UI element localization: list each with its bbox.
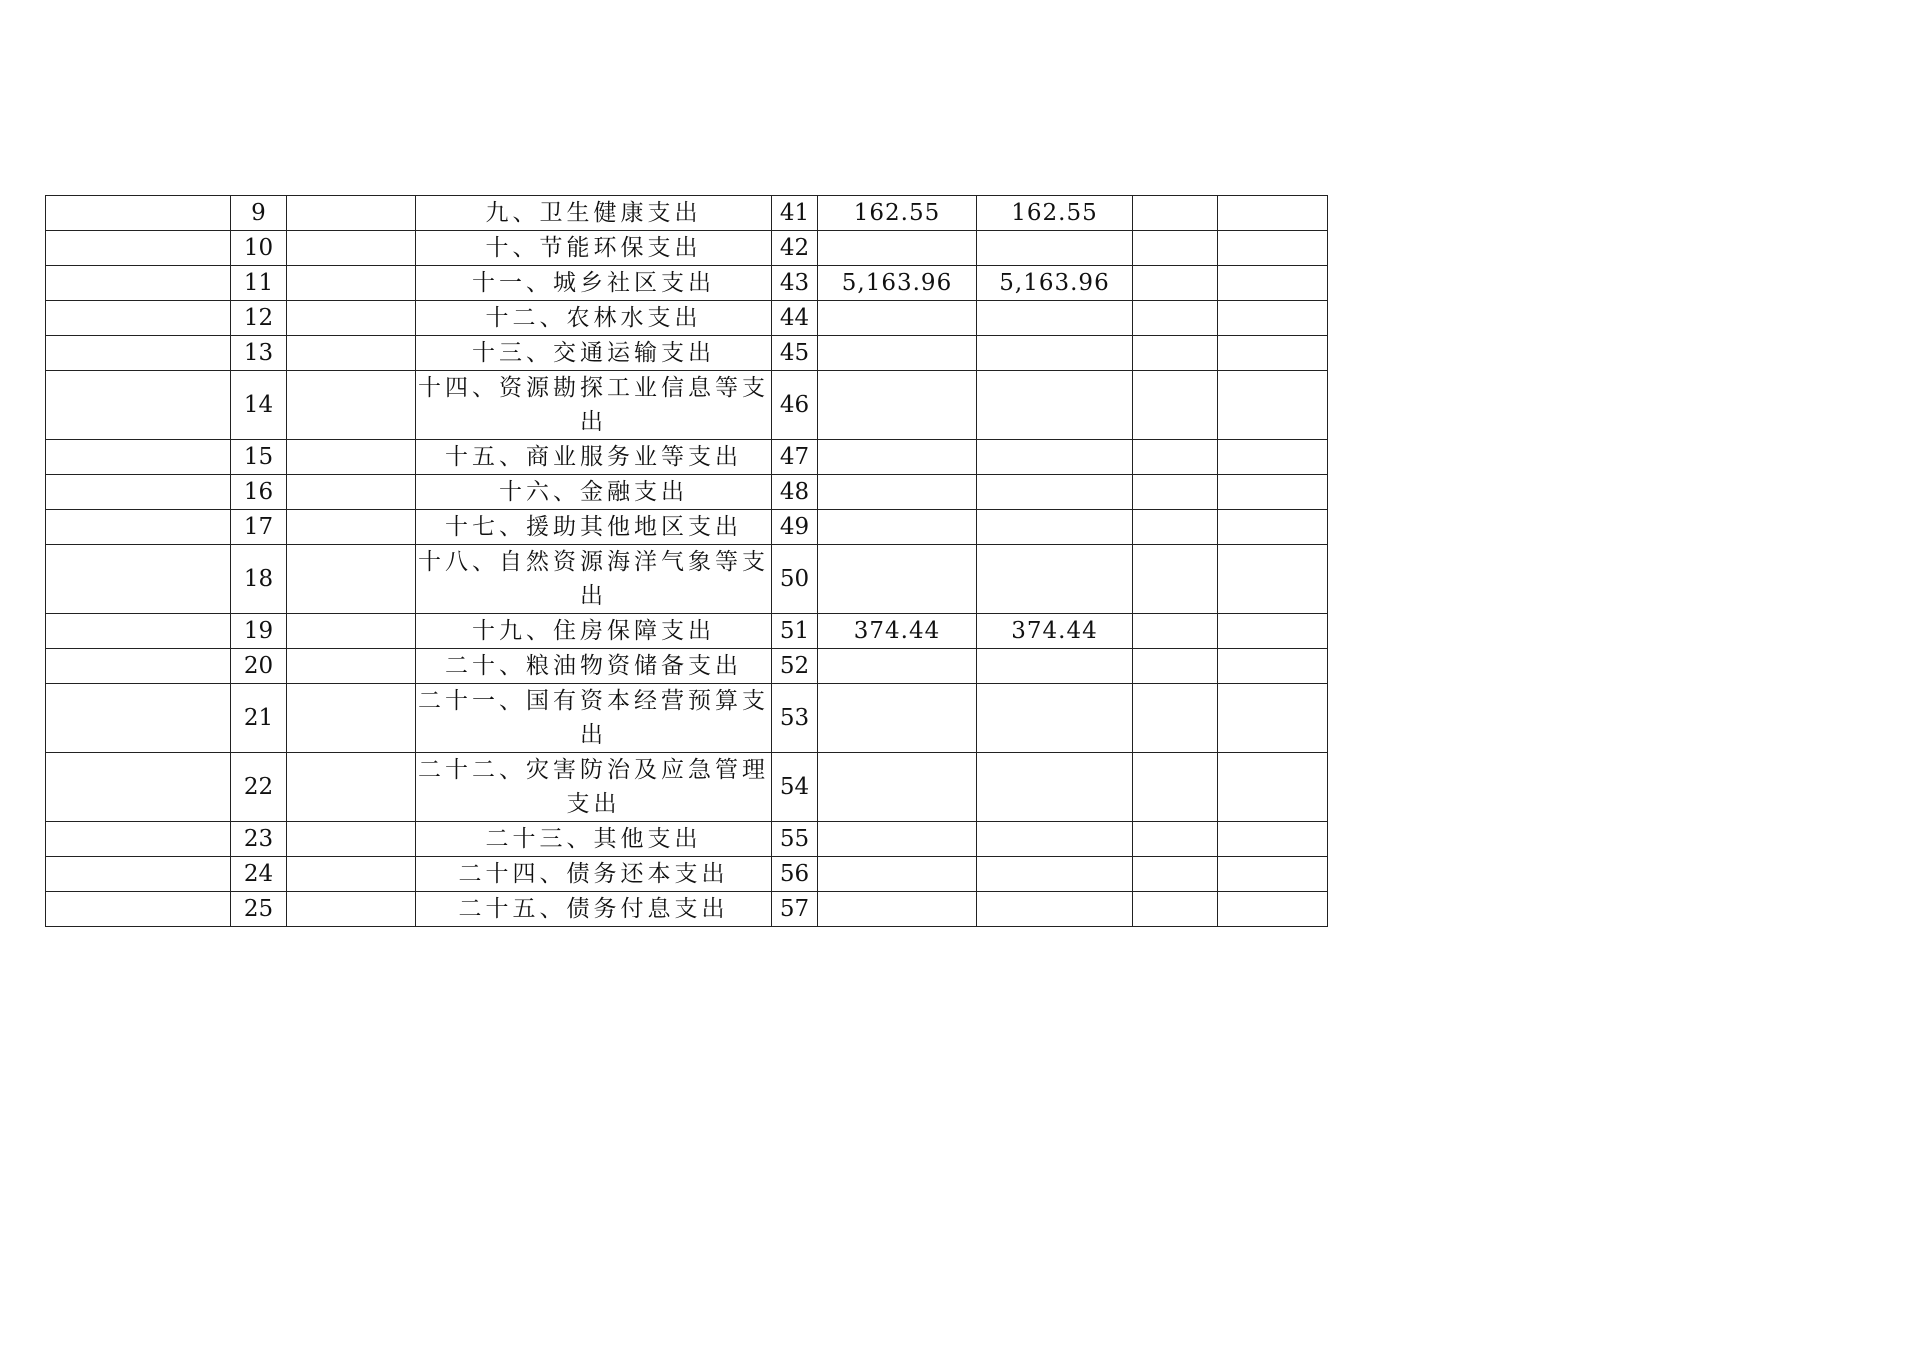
blank-cell (46, 753, 231, 822)
empty-cell (1133, 266, 1218, 301)
item-cell: 十六、金融支出 (416, 475, 772, 510)
blank-cell (46, 545, 231, 614)
line-number-cell: 45 (772, 336, 818, 371)
empty-cell (1133, 649, 1218, 684)
empty-cell (1133, 336, 1218, 371)
line-number-cell: 46 (772, 371, 818, 440)
seq-cell: 12 (231, 301, 287, 336)
seq-cell: 17 (231, 510, 287, 545)
table-row (46, 371, 1328, 440)
empty-cell (1218, 301, 1328, 336)
empty-cell (1218, 231, 1328, 266)
amount-cell (977, 510, 1133, 545)
amount-cell (977, 822, 1133, 857)
table-row (46, 336, 1328, 371)
amount-cell: 5,163.96 (818, 266, 977, 301)
blank-cell (287, 510, 416, 545)
blank-cell (287, 545, 416, 614)
blank-cell (46, 684, 231, 753)
amount-cell (818, 892, 977, 927)
seq-cell: 24 (231, 857, 287, 892)
line-number-cell: 49 (772, 510, 818, 545)
table-row (46, 440, 1328, 475)
empty-cell (1133, 892, 1218, 927)
item-cell: 十七、援助其他地区支出 (416, 510, 772, 545)
empty-cell (1218, 266, 1328, 301)
line-number-cell: 55 (772, 822, 818, 857)
empty-cell (1218, 684, 1328, 753)
empty-cell (1218, 336, 1328, 371)
seq-cell: 11 (231, 266, 287, 301)
amount-cell (977, 231, 1133, 266)
blank-cell (287, 336, 416, 371)
item-cell: 十二、农林水支出 (416, 301, 772, 336)
blank-cell (287, 231, 416, 266)
amount-cell (977, 440, 1133, 475)
line-number-cell: 44 (772, 301, 818, 336)
item-cell: 十一、城乡社区支出 (416, 266, 772, 301)
blank-cell (46, 822, 231, 857)
seq-cell: 13 (231, 336, 287, 371)
amount-cell (818, 649, 977, 684)
empty-cell (1218, 545, 1328, 614)
budget-table (45, 195, 1328, 927)
empty-cell (1218, 857, 1328, 892)
blank-cell (46, 857, 231, 892)
table-row (46, 822, 1328, 857)
amount-cell (818, 336, 977, 371)
empty-cell (1133, 753, 1218, 822)
line-number-cell: 52 (772, 649, 818, 684)
blank-cell (46, 614, 231, 649)
seq-cell: 21 (231, 684, 287, 753)
table-row (46, 614, 1328, 649)
empty-cell (1218, 440, 1328, 475)
item-cell: 二十一、国有资本经营预算支出 (416, 684, 772, 753)
blank-cell (287, 857, 416, 892)
empty-cell (1218, 649, 1328, 684)
blank-cell (287, 753, 416, 822)
empty-cell (1133, 475, 1218, 510)
seq-cell: 18 (231, 545, 287, 614)
seq-cell: 22 (231, 753, 287, 822)
line-number-cell: 41 (772, 196, 818, 231)
blank-cell (46, 475, 231, 510)
amount-cell (977, 684, 1133, 753)
blank-cell (287, 649, 416, 684)
table-row (46, 649, 1328, 684)
empty-cell (1218, 475, 1328, 510)
empty-cell (1218, 822, 1328, 857)
amount-cell (818, 822, 977, 857)
empty-cell (1133, 510, 1218, 545)
blank-cell (46, 231, 231, 266)
blank-cell (46, 371, 231, 440)
amount-cell: 5,163.96 (977, 266, 1133, 301)
amount-cell: 374.44 (977, 614, 1133, 649)
table-row (46, 475, 1328, 510)
blank-cell (46, 196, 231, 231)
item-cell: 十、节能环保支出 (416, 231, 772, 266)
amount-cell (977, 475, 1133, 510)
amount-cell (818, 301, 977, 336)
empty-cell (1218, 196, 1328, 231)
blank-cell (46, 266, 231, 301)
item-cell: 二十二、灾害防治及应急管理支出 (416, 753, 772, 822)
item-cell: 二十、粮油物资储备支出 (416, 649, 772, 684)
blank-cell (46, 336, 231, 371)
amount-cell (818, 475, 977, 510)
table-row (46, 753, 1328, 822)
empty-cell (1133, 196, 1218, 231)
table-row (46, 196, 1328, 231)
amount-cell: 162.55 (818, 196, 977, 231)
amount-cell (977, 371, 1133, 440)
line-number-cell: 47 (772, 440, 818, 475)
amount-cell (818, 510, 977, 545)
table-body (46, 196, 1328, 927)
table-row (46, 545, 1328, 614)
blank-cell (46, 440, 231, 475)
line-number-cell: 50 (772, 545, 818, 614)
amount-cell (818, 857, 977, 892)
item-cell: 十五、商业服务业等支出 (416, 440, 772, 475)
seq-cell: 20 (231, 649, 287, 684)
seq-cell: 10 (231, 231, 287, 266)
seq-cell: 23 (231, 822, 287, 857)
amount-cell (818, 545, 977, 614)
line-number-cell: 53 (772, 684, 818, 753)
table-row (46, 892, 1328, 927)
amount-cell (977, 336, 1133, 371)
item-cell: 十三、交通运输支出 (416, 336, 772, 371)
blank-cell (287, 684, 416, 753)
blank-cell (287, 301, 416, 336)
line-number-cell: 57 (772, 892, 818, 927)
seq-cell: 16 (231, 475, 287, 510)
amount-cell (977, 649, 1133, 684)
empty-cell (1218, 510, 1328, 545)
amount-cell (977, 892, 1133, 927)
line-number-cell: 42 (772, 231, 818, 266)
empty-cell (1133, 684, 1218, 753)
line-number-cell: 56 (772, 857, 818, 892)
table-row (46, 266, 1328, 301)
blank-cell (46, 892, 231, 927)
empty-cell (1218, 614, 1328, 649)
blank-cell (287, 440, 416, 475)
empty-cell (1133, 857, 1218, 892)
amount-cell (977, 753, 1133, 822)
amount-cell (818, 753, 977, 822)
table-row (46, 857, 1328, 892)
empty-cell (1133, 822, 1218, 857)
seq-cell: 15 (231, 440, 287, 475)
line-number-cell: 48 (772, 475, 818, 510)
line-number-cell: 54 (772, 753, 818, 822)
empty-cell (1133, 614, 1218, 649)
amount-cell (818, 371, 977, 440)
blank-cell (46, 649, 231, 684)
seq-cell: 9 (231, 196, 287, 231)
seq-cell: 25 (231, 892, 287, 927)
item-cell: 十四、资源勘探工业信息等支出 (416, 371, 772, 440)
amount-cell (818, 231, 977, 266)
blank-cell (287, 822, 416, 857)
blank-cell (46, 510, 231, 545)
blank-cell (287, 371, 416, 440)
blank-cell (287, 892, 416, 927)
table-row (46, 301, 1328, 336)
amount-cell (818, 440, 977, 475)
seq-cell: 19 (231, 614, 287, 649)
item-cell: 二十五、债务付息支出 (416, 892, 772, 927)
amount-cell (977, 301, 1133, 336)
line-number-cell: 43 (772, 266, 818, 301)
blank-cell (287, 266, 416, 301)
amount-cell: 374.44 (818, 614, 977, 649)
blank-cell (46, 301, 231, 336)
amount-cell: 162.55 (977, 196, 1133, 231)
empty-cell (1218, 753, 1328, 822)
seq-cell: 14 (231, 371, 287, 440)
item-cell: 九、卫生健康支出 (416, 196, 772, 231)
empty-cell (1218, 371, 1328, 440)
line-number-cell: 51 (772, 614, 818, 649)
empty-cell (1133, 231, 1218, 266)
empty-cell (1218, 892, 1328, 927)
empty-cell (1133, 440, 1218, 475)
blank-cell (287, 614, 416, 649)
empty-cell (1133, 301, 1218, 336)
item-cell: 十八、自然资源海洋气象等支出 (416, 545, 772, 614)
table-row (46, 684, 1328, 753)
amount-cell (818, 684, 977, 753)
amount-cell (977, 857, 1133, 892)
empty-cell (1133, 545, 1218, 614)
item-cell: 十九、住房保障支出 (416, 614, 772, 649)
item-cell: 二十三、其他支出 (416, 822, 772, 857)
blank-cell (287, 475, 416, 510)
table-row (46, 510, 1328, 545)
empty-cell (1133, 371, 1218, 440)
amount-cell (977, 545, 1133, 614)
blank-cell (287, 196, 416, 231)
item-cell: 二十四、债务还本支出 (416, 857, 772, 892)
table-row (46, 231, 1328, 266)
